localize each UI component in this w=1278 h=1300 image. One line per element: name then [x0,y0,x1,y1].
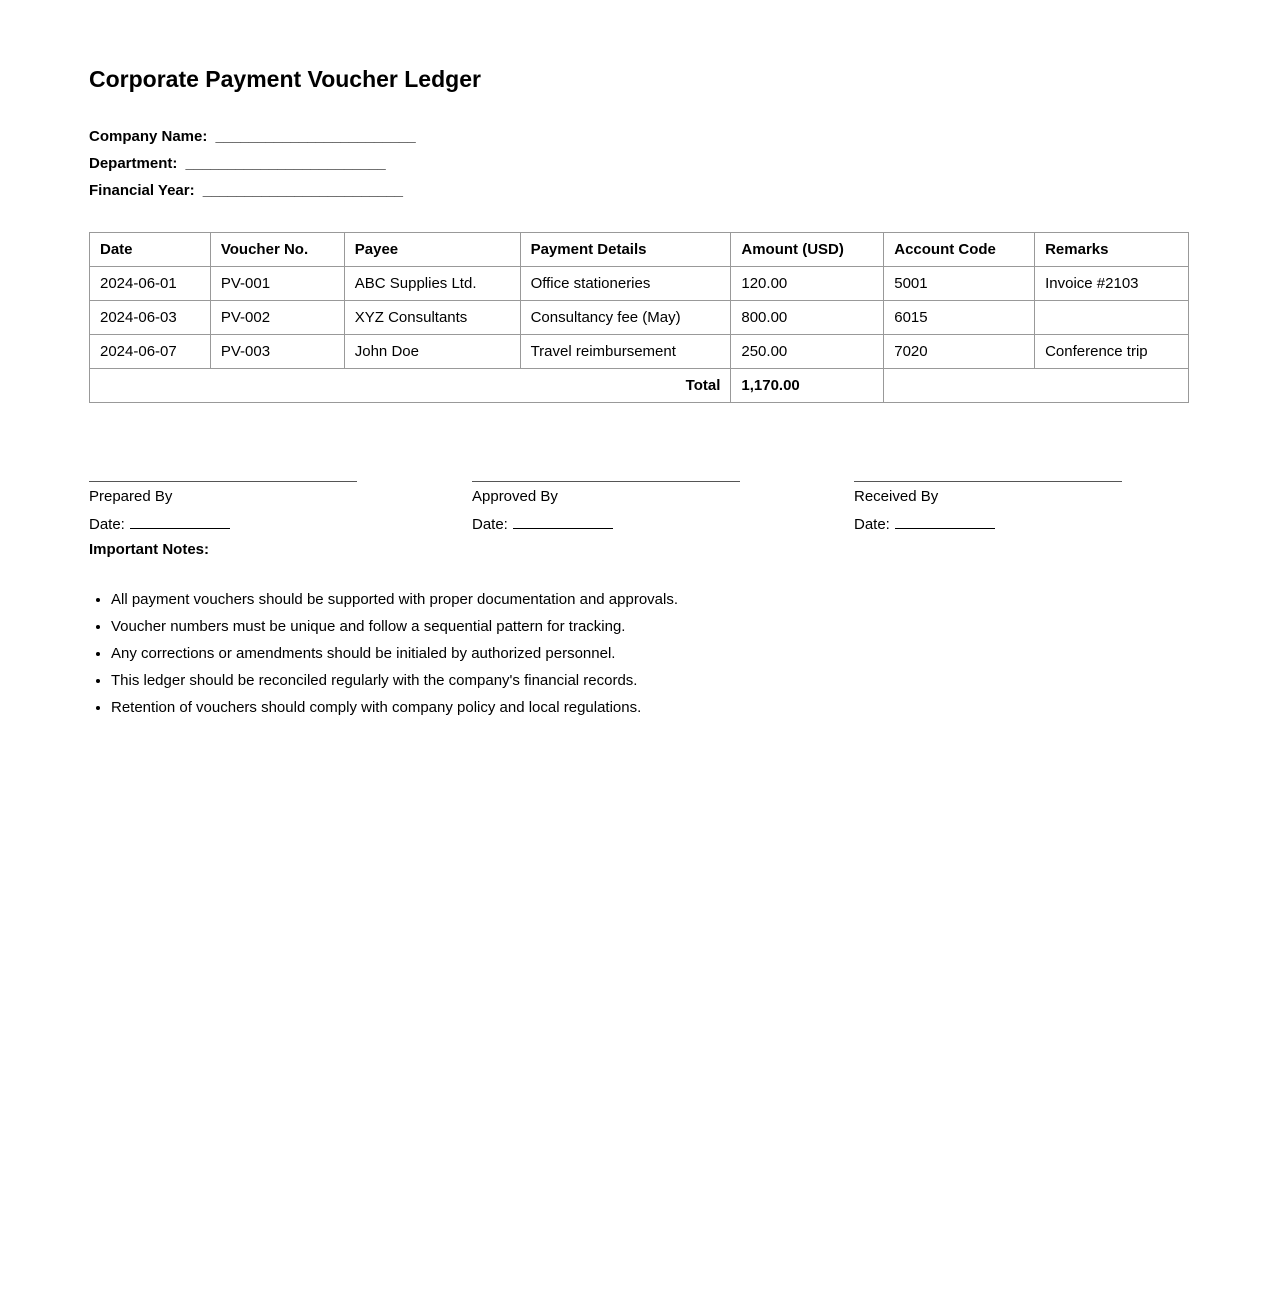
table-row [90,267,1189,301]
cell-payment-details: Consultancy fee (May) [520,301,731,335]
department-field [89,150,416,177]
cell-remarks [1035,301,1189,335]
column-header-voucher-no: Voucher No. [210,233,344,267]
table-row [90,301,1189,335]
signature-date-blank [895,514,995,529]
financial-year-blank: ________________________ [202,182,403,199]
voucher-ledger-table [89,232,1189,403]
cell-account-code: 5001 [884,267,1035,301]
company-name-label: Company Name: [89,128,208,145]
page-title: Corporate Payment Voucher Ledger [89,66,481,92]
column-header-remarks: Remarks [1035,233,1189,267]
column-header-date: Date [90,233,211,267]
financial-year-label: Financial Year: [89,182,195,199]
list-item: • Voucher numbers must be unique and follow a sequential pattern for tracking. [111,613,678,640]
cell-payee: ABC Supplies Ltd. [344,267,520,301]
total-amount: 1,170.00 [731,369,884,403]
cell-payee: XYZ Consultants [344,301,520,335]
signature-role: Prepared By [89,488,173,505]
signature-role: Approved By [472,488,558,505]
cell-date: 2024-06-01 [90,267,211,301]
list-item: • Retention of vouchers should comply with company policy and local regulations. [111,694,678,721]
column-header-account-code: Account Code [884,233,1035,267]
list-item: • All payment vouchers should be supported with proper documentation and approvals. [111,586,678,613]
signature-date-label: Date: [854,516,890,533]
cell-voucher-no: PV-003 [210,335,344,369]
column-header-amount: Amount (USD) [731,233,884,267]
financial-year-field [89,177,416,204]
company-name-blank: ________________________ [215,128,416,145]
signature-date-field [89,514,357,535]
cell-payment-details: Travel reimbursement [520,335,731,369]
signature-received-by [854,481,1122,535]
list-item: • Any corrections or amendments should be initialed by authorized personnel. [111,640,678,667]
signature-line [89,481,357,482]
company-name-field [89,123,416,150]
cell-remarks: Conference trip [1035,335,1189,369]
department-label: Department: [89,155,178,172]
cell-amount: 120.00 [731,267,884,301]
table-header-row [90,233,1189,267]
total-label: Total [90,369,731,403]
header-fields [89,123,416,204]
signature-date-blank [130,514,230,529]
cell-payee: John Doe [344,335,520,369]
total-empty-cell [884,369,1189,403]
department-blank: ________________________ [185,155,386,172]
signature-role: Received By [854,488,939,505]
table-row [90,335,1189,369]
cell-amount: 250.00 [731,335,884,369]
signature-date-label: Date: [89,516,125,533]
cell-voucher-no: PV-001 [210,267,344,301]
notes-list [89,586,678,721]
column-header-payee: Payee [344,233,520,267]
list-item: • This ledger should be reconciled regularly with the company's financial records. [111,667,678,694]
signature-date-field [472,514,740,535]
cell-remarks: Invoice #2103 [1035,267,1189,301]
cell-voucher-no: PV-002 [210,301,344,335]
cell-account-code: 7020 [884,335,1035,369]
cell-payment-details: Office stationeries [520,267,731,301]
signature-line [854,481,1122,482]
cell-amount: 800.00 [731,301,884,335]
signature-approved-by [472,481,740,535]
cell-account-code: 6015 [884,301,1035,335]
cell-date: 2024-06-07 [90,335,211,369]
cell-date: 2024-06-03 [90,301,211,335]
total-row [90,369,1189,403]
signature-date-blank [513,514,613,529]
column-header-payment-details: Payment Details [520,233,731,267]
signature-prepared-by [89,481,357,535]
notes-heading: Important Notes: [89,541,209,558]
signature-date-field [854,514,1122,535]
signature-line [472,481,740,482]
signature-date-label: Date: [472,516,508,533]
